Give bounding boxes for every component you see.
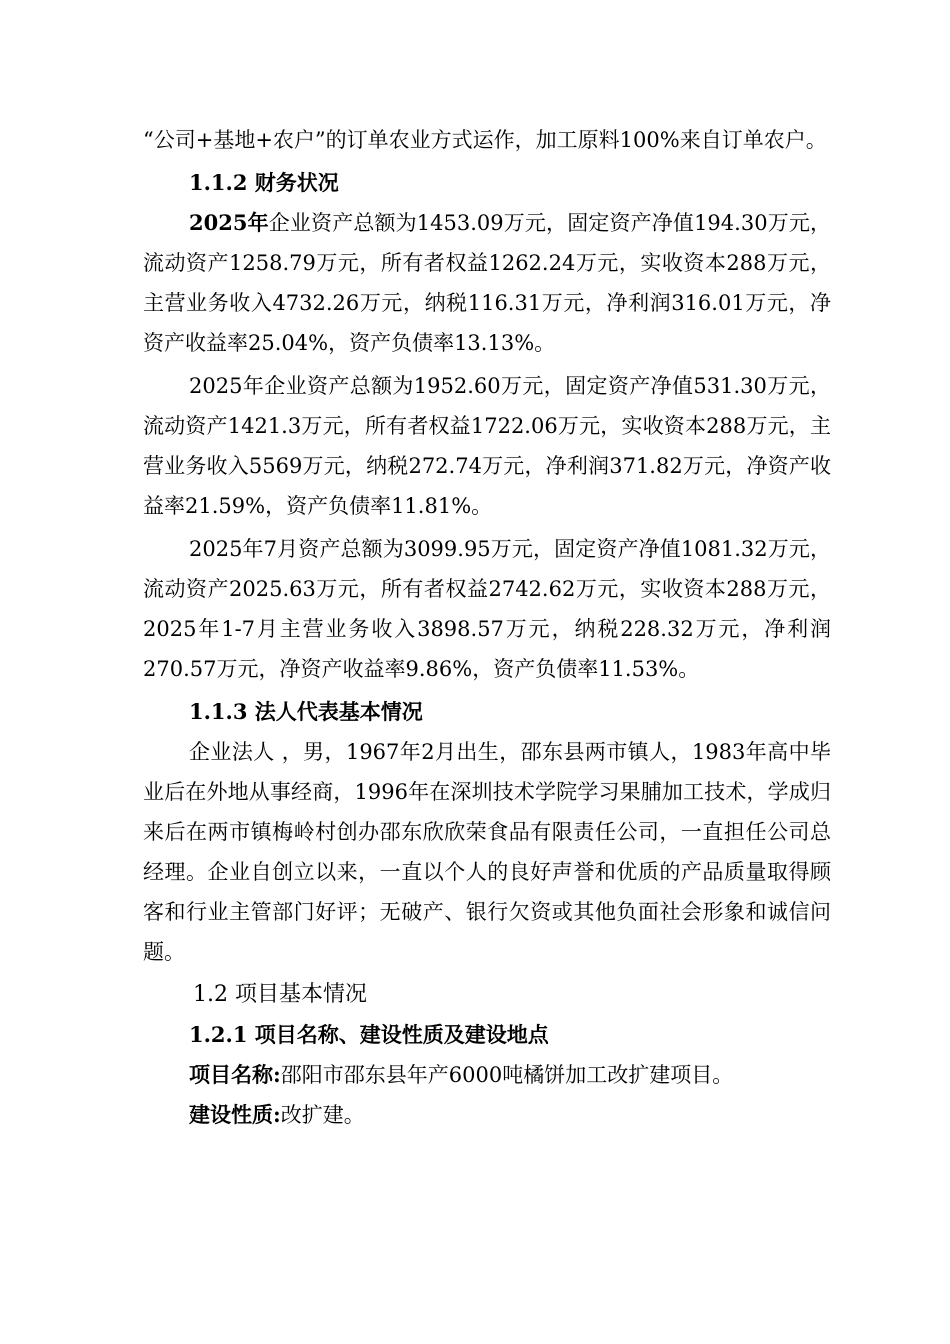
construction-nature-line [143,1095,831,1135]
heading-1-2-1: 1.2.1 项目名称、建设性质及建设地点 [189,1022,549,1047]
paragraph-order-farming: “公司+基地+农户”的订单农业方式运作，加工原料100%来自订单农户。 [143,128,827,152]
paragraph-finance-1 [143,203,831,363]
paragraph-finance-1-lead: 2025年 [189,210,269,235]
heading-1-1-2: 1.1.2 财务状况 [189,170,339,195]
heading-1-1-3: 1.1.3 法人代表基本情况 [189,699,423,724]
construction-nature-value: 改扩建。 [280,1103,365,1127]
project-name-value: 邵阳市邵东县年产6000吨橘饼加工改扩建项目。 [280,1063,734,1087]
construction-nature-label: 建设性质: [189,1102,281,1127]
document-page [143,120,831,1135]
paragraph-finance-3: 2025年7月资产总额为3099.95万元，固定资产净值1081.32万元，流动资产2025.63万元，所有者权益2742.62万元，实收资本288万元，2025年1-7月主营业务收入3898.57万元，纳税228.32万元，净利润270.57万元，净资产收益率9.86%，资产负债率11.53%。 [143,537,831,681]
paragraph-legal-representative: 企业法人 ，男，1967年2月出生，邵东县两市镇人，1983年高中毕业后在外地从事经商，1996年在深圳技术学院学习果脯加工技术，学成归来后在两市镇梅岭村创办邵东欣欣荣食品有限责任公司，一直担任公司总经理。企业自创立以来，一直以个人的良好声誉和优质的产品质量取得顾客和行业主管部门好评；无破产、银行欠资或其他负面社会形象和诚信问题。 [143,740,831,964]
heading-1-2: 1.2 项目基本情况 [193,982,367,1007]
paragraph-finance-1-body: 企业资产总额为1453.09万元，固定资产净值194.30万元，流动资产1258.79万元，所有者权益1262.24万元，实收资本288万元，主营业务收入4732.26万元，纳税116.31万元，净利润316.01万元，净资产收益率25.04%，资产负债率13.13%。 [143,211,831,355]
paragraph-finance-2: 2025年企业资产总额为1952.60万元，固定资产净值531.30万元，流动资产1421.3万元，所有者权益1722.06万元，实收资本288万元，主营业务收入5569万元，纳税272.74万元，净利润371.82万元，净资产收益率21.59%，资产负债率11.81%。 [143,374,831,518]
project-name-line [143,1055,831,1095]
project-name-label: 项目名称: [189,1062,281,1087]
